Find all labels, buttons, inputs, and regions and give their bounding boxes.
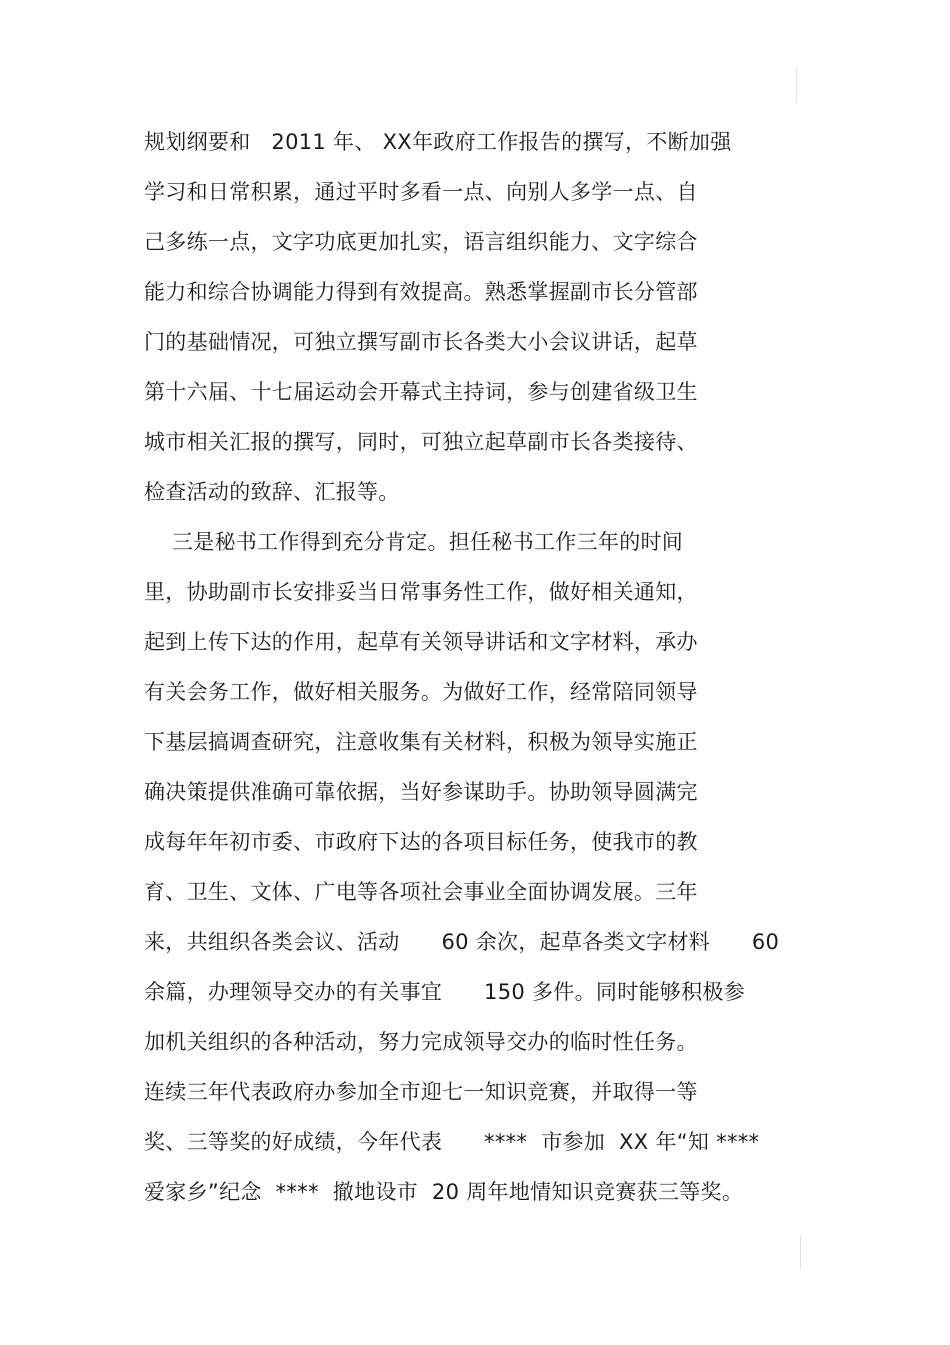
text-line: 成每年年初市委、市政府下达的各项目标任务，使我市的教 — [144, 830, 698, 854]
text-line: 检查活动的致辞、汇报等。 — [144, 480, 400, 504]
text-line: 爱家乡”纪念 **** 撤地设市 20 周年地情知识竞赛获三等奖。 — [144, 1180, 744, 1204]
text-line: 加机关组织的各种活动，努力完成领导交办的临时性任务。 — [144, 1030, 698, 1054]
text-line: 起到上传下达的作用，起草有关领导讲话和文字材料，承办 — [144, 630, 698, 654]
text-line: 规划纲要和 2011 年、 XX年政府工作报告的撰写，不断加强 — [144, 130, 732, 154]
text-line: 余篇，办理领导交办的有关事宜 150 多件。同时能够积极参 — [144, 980, 746, 1004]
text-line: 门的基础情况，可独立撰写副市长各类大小会议讲话，起草 — [144, 330, 698, 354]
text-line: 有关会务工作，做好相关服务。为做好工作，经常陪同领导 — [144, 680, 698, 704]
paragraph-start-line: 三是秘书工作得到充分肯定。担任秘书工作三年的时间 — [144, 530, 684, 554]
text-line: 奖、三等奖的好成绩，今年代表 **** 市参加 XX 年“知 **** — [144, 1130, 760, 1154]
text-line: 下基层搞调查研究，注意收集有关材料，积极为领导实施正 — [144, 730, 698, 754]
page-margin-mark-top — [796, 68, 797, 102]
text-line: 里，协助副市长安排妥当日常事务性工作，做好相关通知， — [144, 580, 698, 604]
text-line: 己多练一点，文字功底更加扎实，语言组织能力、文字综合 — [144, 230, 698, 254]
text-line: 能力和综合协调能力得到有效提高。熟悉掌握副市长分管部 — [144, 280, 698, 304]
text-line: 连续三年代表政府办参加全市迎七一知识竞赛，并取得一等 — [144, 1080, 698, 1104]
page-margin-mark-bottom — [800, 1236, 801, 1270]
text-line: 第十六届、十七届运动会开幕式主持词，参与创建省级卫生 — [144, 380, 698, 404]
text-line: 城市相关汇报的撰写，同时，可独立起草副市长各类接待、 — [144, 430, 698, 454]
text-line: 来，共组织各类会议、活动 60 余次，起草各类文字材料 60 — [144, 930, 780, 954]
text-line: 学习和日常积累，通过平时多看一点、向别人多学一点、自 — [144, 180, 698, 204]
text-line: 确决策提供准确可靠依据，当好参谋助手。协助领导圆满完 — [144, 780, 698, 804]
text-line: 育、卫生、文体、广电等各项社会事业全面协调发展。三年 — [144, 880, 698, 904]
